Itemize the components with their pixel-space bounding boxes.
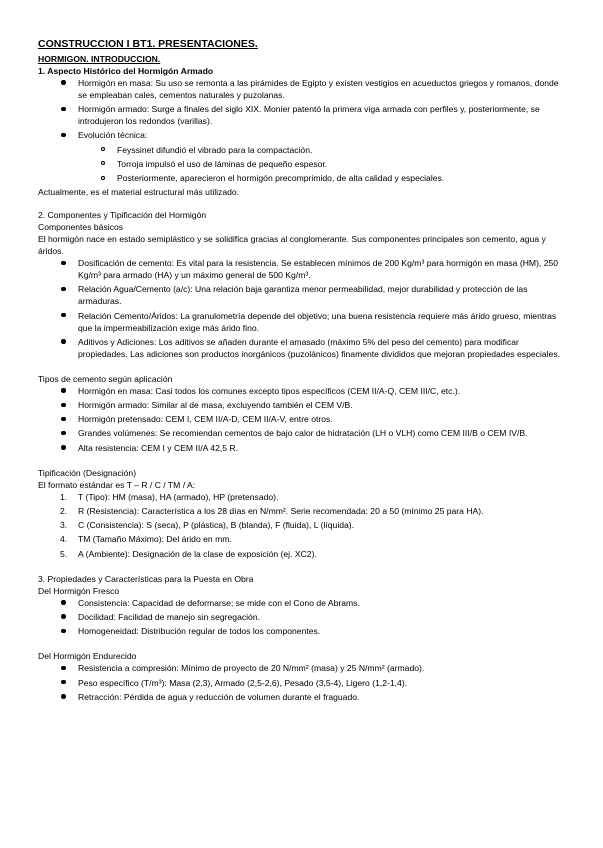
bullet-icon	[61, 662, 66, 674]
list-item: Relación Agua/Cemento (a/c): Una relación baja garantiza menor permeabilidad, mejor durabilidad y protección de las armaduras.	[38, 283, 568, 307]
components-list	[38, 257, 568, 360]
section-3-heading: 3. Propiedades y Características para la Puesta en Obra	[38, 573, 254, 584]
bullet-icon	[61, 257, 66, 269]
numbered-item: 1. T (Tipo): HM (masa), HA (armado), HP (pretensado).	[60, 491, 279, 502]
bullet-icon	[61, 336, 66, 348]
list-item: Hormigón en masa: Casi todos los comunes excepto tipos específicos (CEM II/A-Q, CEM III/C, etc.).	[38, 385, 568, 397]
list-item: Hormigón en masa: Su uso se remonta a las pirámides de Egipto y existen vestigios en acueductos griegos y romanos, donde se empleaban cales, cementos naturales y puzolanas.	[38, 77, 568, 101]
document-title: CONSTRUCCION I BT1. PRESENTACIONES.	[38, 38, 258, 50]
list-item: Consistencia: Capacidad de deformarse; se mide con el Cono de Abrams.	[38, 597, 568, 609]
designation-heading: Tipificación (Designación)	[38, 467, 137, 478]
cement-types-heading: Tipos de cemento según aplicación	[38, 373, 173, 384]
list-item: Evolución técnica:	[38, 129, 568, 141]
list-item: Hormigón armado: Surge a finales del siglo XIX. Monier patentó la primera viga armada con perfiles y, posteriormente, se introdujeron los redondos (varillas).	[38, 103, 568, 127]
list-item: Dosificación de cemento: Es vital para la resistencia. Se establecen mínimos de 200 Kg/m³ para hormigón en masa (HM), 250 Kg/m³ para armado (HA) y un máximo general de 500 Kg/m³.	[38, 257, 568, 281]
bullet-icon	[61, 677, 66, 689]
bullet-icon	[61, 385, 66, 397]
hardened-concrete-list	[38, 662, 568, 702]
bullet-icon	[61, 283, 66, 295]
section-1-heading: 1. Aspecto Histórico del Hormigón Armado	[38, 66, 214, 76]
section-2-heading: 2. Componentes y Tipificación del Hormigón	[38, 210, 207, 221]
bullet-icon	[61, 310, 66, 322]
bullet-icon	[61, 625, 66, 637]
bullet-icon	[61, 597, 66, 609]
section-1-list	[38, 77, 568, 141]
list-item: Hormigón armado: Similar al de masa, excluyendo también el CEM V/B.	[38, 399, 568, 411]
bullet-icon	[61, 399, 66, 411]
bullet-icon	[61, 611, 66, 623]
numbered-item: 4. TM (Tamaño Máximo): Del árido en mm.	[60, 534, 232, 545]
fresh-concrete-list	[38, 597, 568, 637]
bullet-icon	[61, 427, 66, 439]
numbered-item: 3. C (Consistencia): S (seca), P (plástica), B (blanda), F (fluida), L (líquida).	[60, 520, 355, 531]
section-1-closing: Actualmente, es el material estructural más utilizado.	[38, 187, 240, 198]
circle-bullet-icon	[101, 172, 105, 184]
hardened-concrete-heading: Del Hormigón Endurecido	[38, 651, 137, 662]
components-heading: Componentes básicos	[38, 222, 124, 233]
circle-bullet-icon	[101, 144, 105, 156]
list-item: Docilidad: Facilidad de manejo sin segregación.	[38, 611, 568, 623]
list-item: Retracción: Pérdida de agua y reducción de volumen durante el fraguado.	[38, 691, 568, 703]
sub-list-item: Feyssinet difundió el vibrado para la compactación.	[38, 144, 568, 156]
list-item: Peso específico (T/m³): Masa (2,3), Armado (2,5-2,6), Pesado (3,5-4), Ligero (1,2-1,4).	[38, 677, 568, 689]
numbered-item: 2. R (Resistencia): Característica a los 28 días en N/mm². Serie recomendada: 20 a 50 (mínimo 25 para HA).	[60, 506, 484, 516]
numbered-item: 5. A (Ambiente): Designación de la clase de exposición (ej. XC2).	[60, 548, 317, 559]
list-item: Grandes volúmenes: Se recomiendan cementos de bajo calor de hidratación (LH o VLH) como CEM III/B o CEM IV/B.	[38, 427, 568, 439]
bullet-icon	[61, 77, 66, 89]
cement-types-list	[38, 385, 568, 454]
section-1-sublist	[38, 144, 568, 184]
list-item: Hormigón pretensado: CEM I, CEM II/A-D, CEM II/A-V, entre otros.	[38, 413, 568, 425]
list-item: Alta resistencia: CEM I y CEM II/A 42,5 R.	[38, 442, 568, 454]
document-page	[38, 38, 568, 705]
bullet-icon	[61, 442, 66, 454]
list-item: Aditivos y Adiciones: Los aditivos se añaden durante el amasado (máximo 5% del peso del cemento) para modificar propiedades. Las adiciones son productos inorgánicos (puzolánicos) finamente divididos que mejoran propiedades especiales.	[38, 336, 568, 360]
list-item: Resistencia a compresión: Mínimo de proyecto de 20 N/mm² (masa) y 25 N/mm² (armado).	[38, 662, 568, 674]
list-item: Homogeneidad: Distribución regular de todos los componentes.	[38, 625, 568, 637]
components-intro: El hormigón nace en estado semiplástico y se solidifica gracias al conglomerante. Sus componentes principales son cemento, agua y áridos.	[38, 234, 546, 257]
designation-format: El formato estándar es T – R / C / TM / A:	[38, 479, 196, 490]
circle-bullet-icon	[101, 158, 105, 170]
bullet-icon	[61, 103, 66, 115]
designation-list	[38, 491, 568, 560]
list-item: Relación Cemento/Áridos: La granulometría depende del objetivo; una buena resistencia requiere más árido grueso, mientras que la impermeabilización exige más árido fino.	[38, 310, 568, 334]
document-subtitle: HORMIGON. INTRODUCCION.	[38, 54, 161, 64]
sub-list-item: Torroja impulsó el uso de láminas de pequeño espesor.	[38, 158, 568, 170]
bullet-icon	[61, 413, 66, 425]
sub-list-item: Posteriormente, aparecieron el hormigón precomprimido, de alta calidad y especiales.	[38, 172, 568, 184]
bullet-icon	[61, 129, 66, 141]
fresh-concrete-heading: Del Hormigón Fresco	[38, 585, 120, 596]
bullet-icon	[61, 691, 66, 703]
